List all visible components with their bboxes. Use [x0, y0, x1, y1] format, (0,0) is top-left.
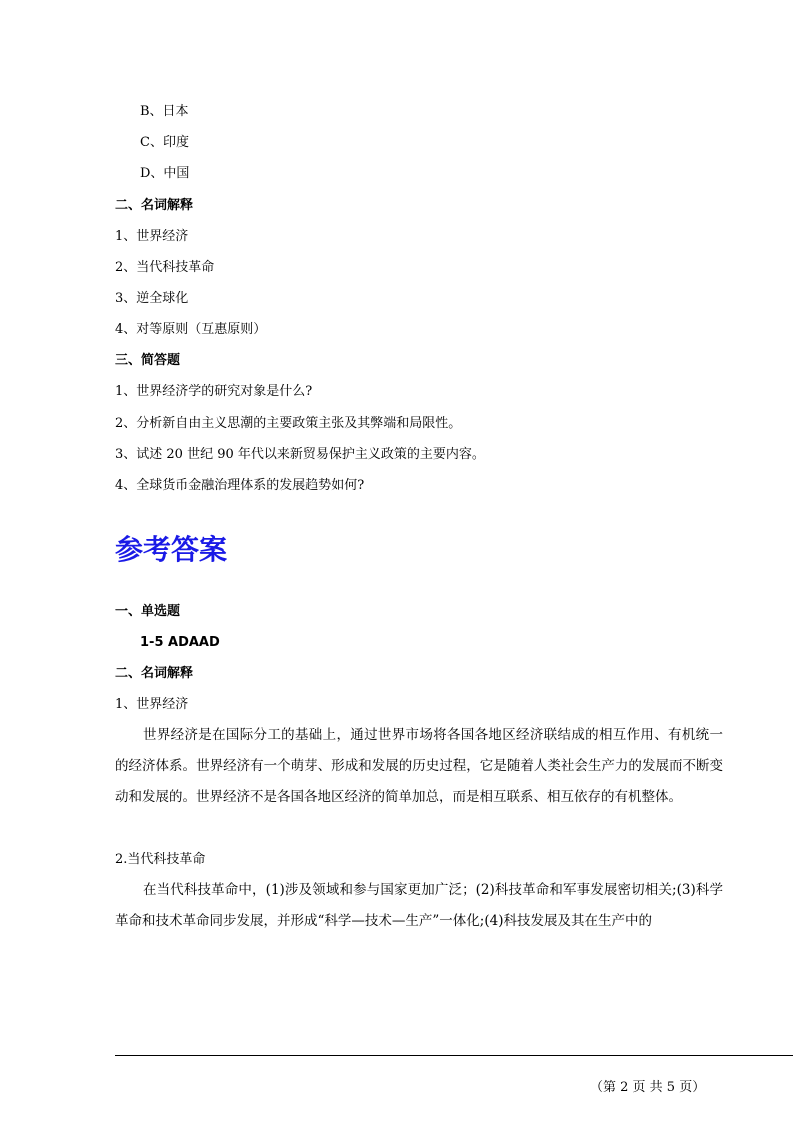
- term-item: 3、逆全球化: [115, 291, 189, 306]
- footer-divider: [115, 1055, 793, 1056]
- option-b: B、日本: [140, 104, 189, 119]
- single-choice-answer: 1-5 ADAAD: [140, 635, 220, 650]
- section-heading-terms: 二、名词解释: [115, 198, 194, 213]
- question-item: 4、全球货币金融治理体系的发展趋势如何?: [115, 478, 365, 493]
- page-number: （第 2 页 共 5 页）: [590, 1080, 706, 1095]
- answer-term-title: 2.当代科技革命: [115, 852, 206, 867]
- answer-heading-terms: 二、名词解释: [115, 666, 194, 681]
- term-item: 1、世界经济: [115, 229, 189, 244]
- option-c: C、印度: [140, 135, 189, 150]
- answer-heading-single-choice: 一、单选题: [115, 604, 181, 619]
- answer-term-paragraph: 世界经济是在国际分工的基础上，通过世界市场将各国各地区经济联结成的相互作用、有机统一的经济体系。世界经济有一个萌芽、形成和发展的历史过程，它是随着人类社会生产力的发展而不断变动和发展的。世界经济不是各国各地区经济的简单加总，而是相互联系、相互依存的有机整体。: [115, 727, 723, 805]
- question-item: 1、世界经济学的研究对象是什么?: [115, 384, 313, 399]
- answer-term-title: 1、世界经济: [115, 697, 189, 712]
- option-d: D、中国: [140, 166, 190, 181]
- question-item: 2、分析新自由主义思潮的主要政策主张及其弊端和局限性。: [115, 416, 462, 431]
- section-heading-short-answer: 三、简答题: [115, 353, 181, 368]
- answers-title: 参考答案: [115, 533, 228, 566]
- question-item: 3、试述 20 世纪 90 年代以来新贸易保护主义政策的主要内容。: [115, 447, 485, 462]
- term-item: 4、对等原则（互惠原则）: [115, 322, 267, 337]
- term-item: 2、当代科技革命: [115, 260, 215, 275]
- answer-term-paragraph: 在当代科技革命中，(1)涉及领域和参与国家更加广泛；(2)科技革命和军事发展密切相关;(3)科学革命和技术革命同步发展，并形成“科学—技术—生产”一体化;(4)科技发展及其在生产中的: [115, 882, 723, 929]
